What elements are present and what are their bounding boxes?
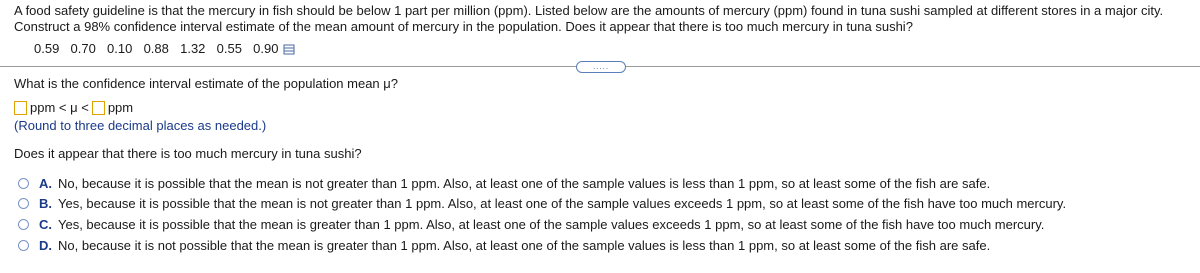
option-a[interactable]	[18, 176, 990, 191]
copy-data-icon[interactable]	[283, 43, 295, 55]
option-c-text: Yes, because it is possible that the mean is greater than 1 ppm. Also, at least one of the sample values exceeds 1 ppm, so at least some of the fish have too much mercury.	[58, 217, 1045, 232]
option-d[interactable]	[18, 238, 990, 253]
option-c-letter: C.	[39, 217, 52, 232]
option-b[interactable]	[18, 196, 1066, 211]
rounding-hint: (Round to three decimal places as needed.)	[14, 118, 267, 133]
question-text: A food safety guideline is that the mercury in fish should be below 1 part per million (ppm). Listed below are the amounts of mercury (ppm) found in tuna sushi sampled at different stores in a major city. Construct a 98% confidence interval estimate of the mean amount of mercury in the population. Does it appear that there is too much mercury in tuna sushi?	[14, 3, 1164, 34]
option-d-text: No, because it is not possible that the mean is greater than 1 ppm. Also, at least one of the sample values is less than 1 ppm, so at least some of the fish are safe.	[58, 238, 991, 253]
data-values-row	[34, 41, 295, 56]
radio-button-a[interactable]	[18, 178, 29, 189]
data-values: 0.59 0.70 0.10 0.88 1.32 0.55 0.90	[34, 41, 279, 56]
radio-button-b[interactable]	[18, 198, 29, 209]
radio-button-c[interactable]	[18, 219, 29, 230]
option-a-letter: A.	[39, 176, 52, 191]
option-d-letter: D.	[39, 238, 52, 253]
ci-answer-row	[14, 100, 136, 115]
ci-upper-bound-input[interactable]	[92, 101, 105, 115]
radio-button-d[interactable]	[18, 240, 29, 251]
ci-middle-text: ppm < μ <	[30, 100, 89, 115]
option-a-text: No, because it is possible that the mean is not greater than 1 ppm. Also, at least one of the sample values is less than 1 ppm, so at least some of the fish are safe.	[58, 176, 991, 191]
option-b-letter: B.	[39, 196, 52, 211]
ci-prompt: What is the confidence interval estimate of the population mean μ?	[14, 76, 398, 91]
option-b-text: Yes, because it is possible that the mean is not greater than 1 ppm. Also, at least one of the sample values exceeds 1 ppm, so at least some of the fish have too much mercury.	[58, 196, 1067, 211]
ci-unit: ppm	[107, 100, 134, 115]
expand-button[interactable]: .....	[576, 61, 626, 73]
option-c[interactable]	[18, 217, 1044, 232]
ci-lower-bound-input[interactable]	[14, 101, 27, 115]
mercury-question-prompt: Does it appear that there is too much mercury in tuna sushi?	[14, 146, 362, 161]
